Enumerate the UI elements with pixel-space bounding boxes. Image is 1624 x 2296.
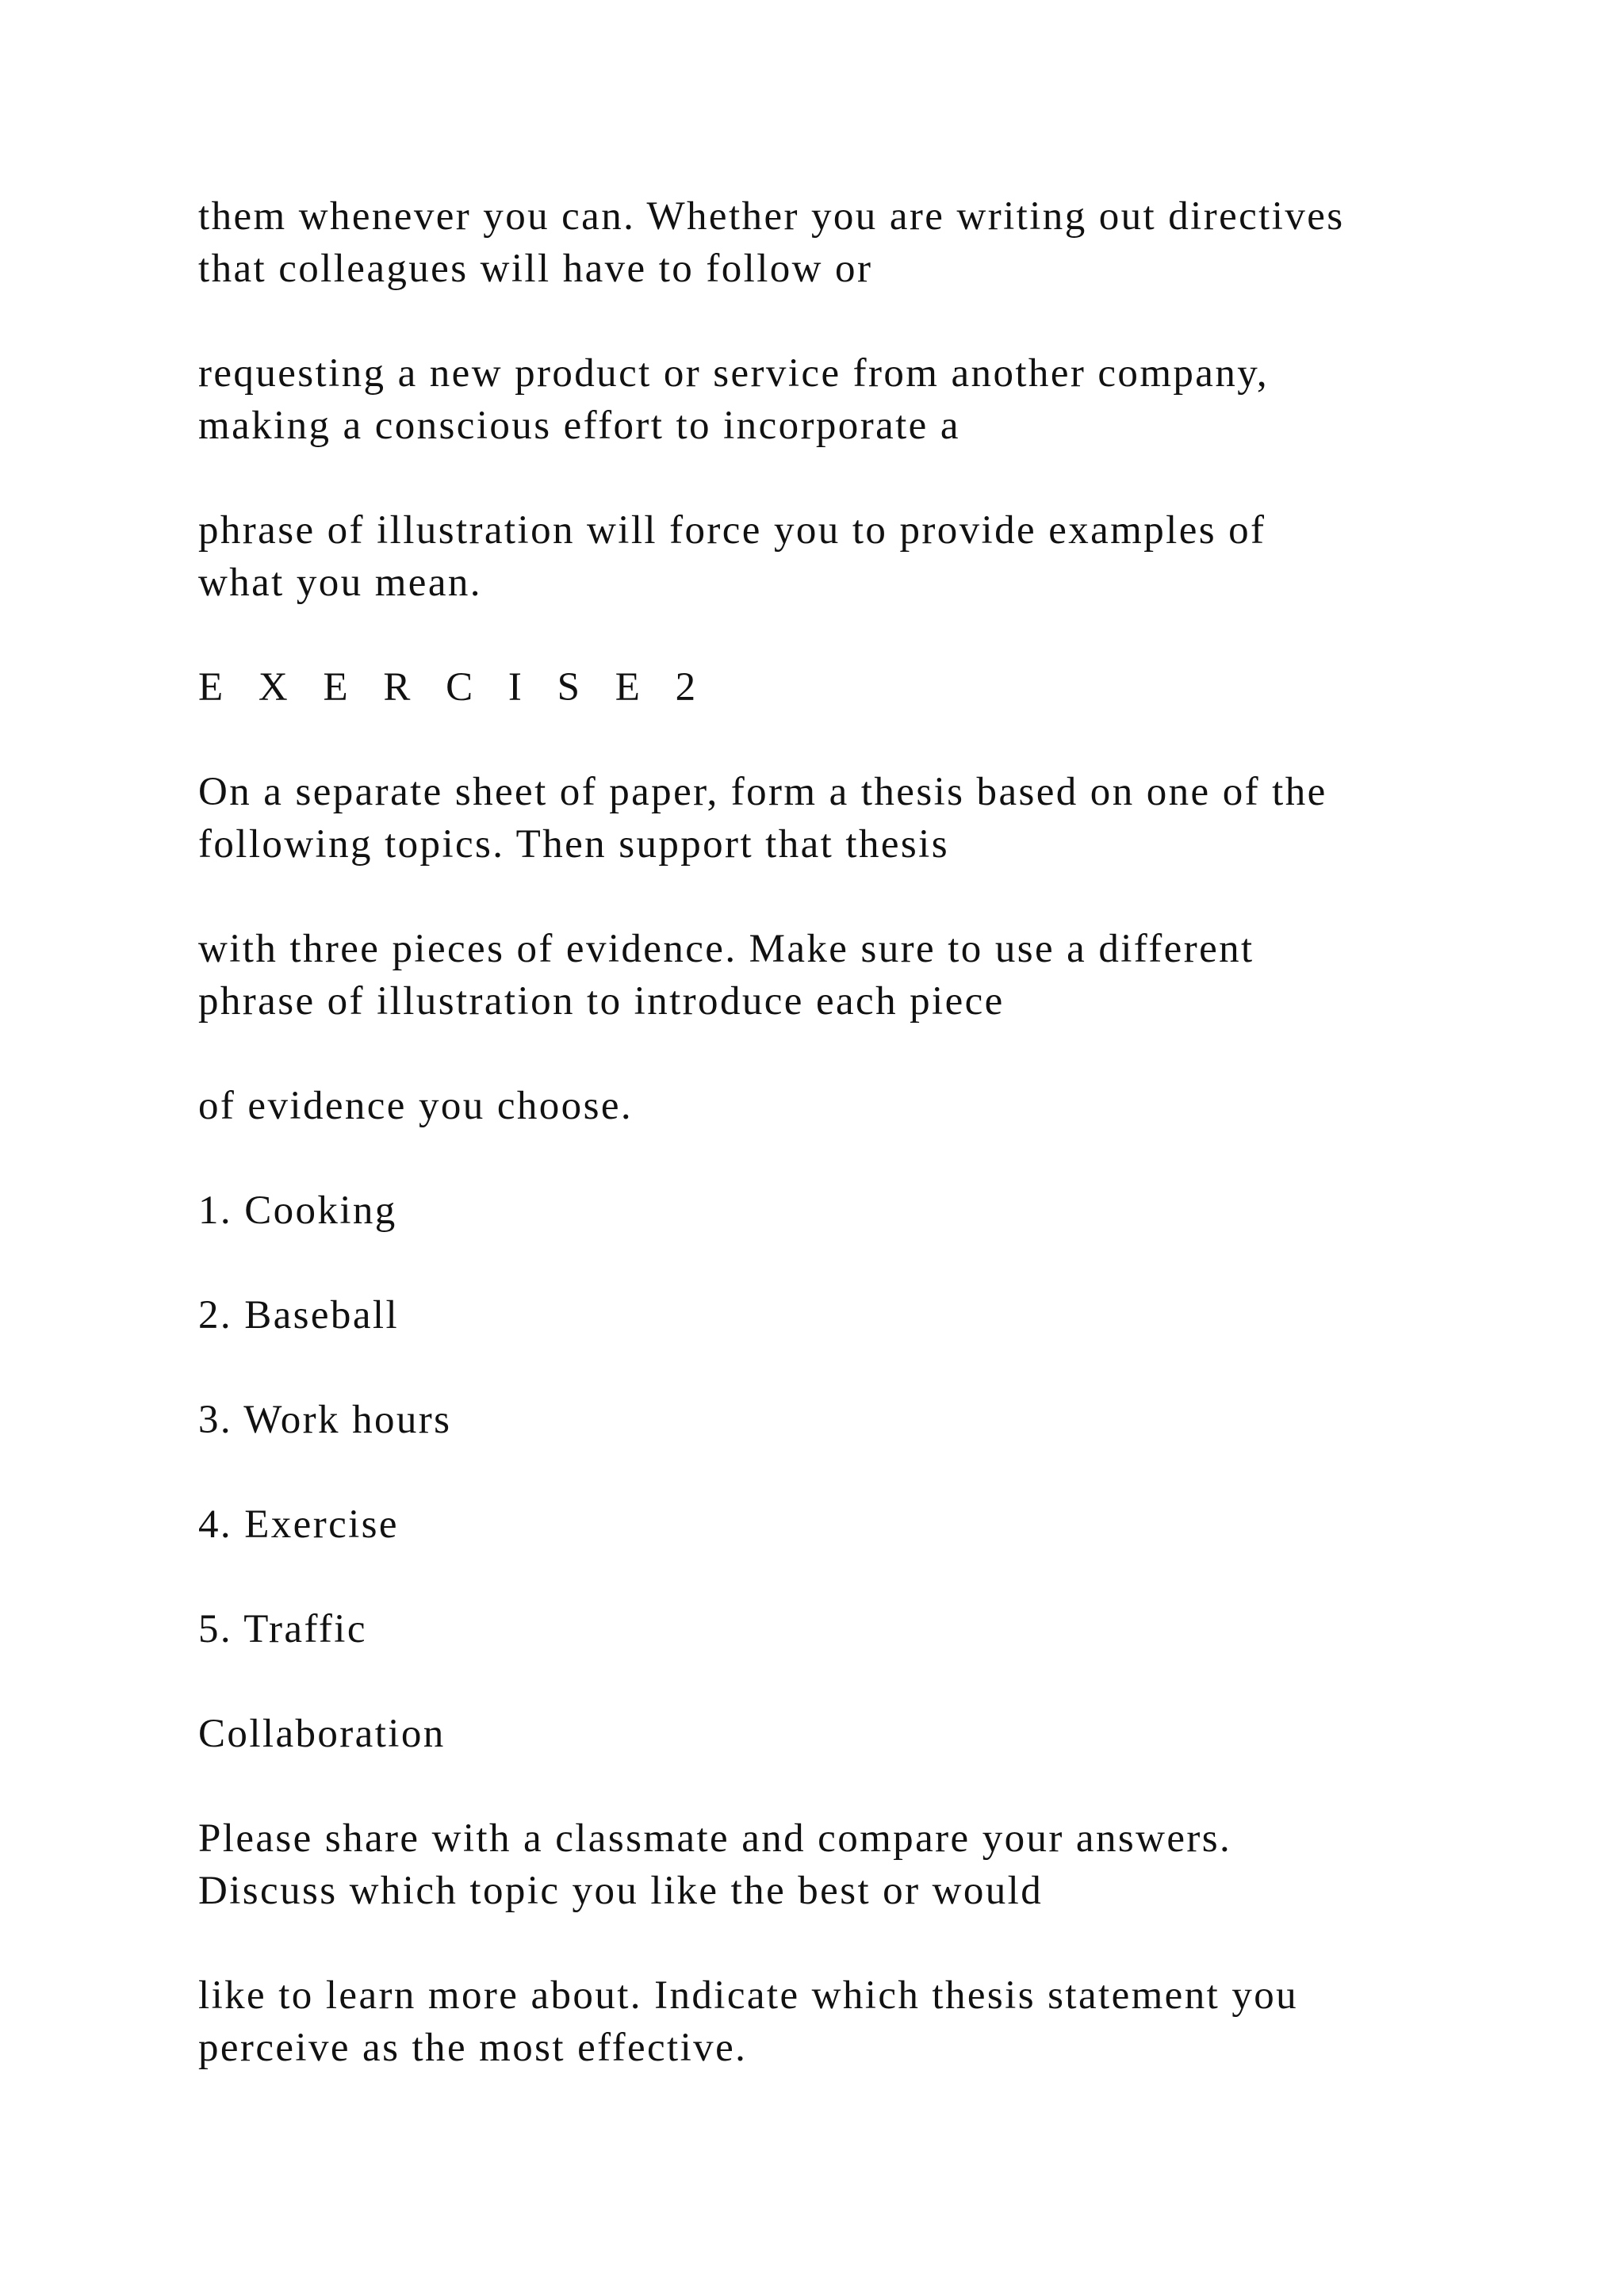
text-line: phrase of illustration to introduce each piece — [198, 979, 1005, 1024]
document-body — [198, 190, 1507, 2126]
list-item-work-hours — [198, 1394, 1507, 1446]
text-line: them whenever you can. Whether you are writing out directives — [198, 194, 1345, 239]
text-line: following topics. Then support that thesis — [198, 822, 949, 867]
paragraph-choose — [198, 1080, 1507, 1132]
text-line: requesting a new product or service from another company, — [198, 351, 1269, 396]
text-line: On a separate sheet of paper, form a thesis based on one of the — [198, 770, 1327, 814]
text-line: Discuss which topic you like the best or would — [198, 1869, 1044, 1913]
text-line: like to learn more about. Indicate which thesis statement you — [198, 1973, 1299, 2018]
exercise-heading — [198, 661, 1507, 714]
text-line: making a conscious effort to incorporate a — [198, 404, 960, 448]
text-line: with three pieces of evidence. Make sure to use a different — [198, 927, 1254, 971]
list-item-text: 5. Traffic — [198, 1607, 367, 1651]
list-item-traffic — [198, 1603, 1507, 1655]
section-heading-collaboration — [198, 1708, 1507, 1760]
text-line: what you mean. — [198, 561, 482, 605]
text-line: of evidence you choose. — [198, 1084, 634, 1128]
list-item-text: 1. Cooking — [198, 1188, 397, 1233]
list-item-text: 2. Baseball — [198, 1293, 400, 1337]
heading-text: E X E R C I S E 2 — [198, 665, 709, 710]
text-line: Please share with a classmate and compare your answers. — [198, 1816, 1232, 1861]
list-item-text: 3. Work hours — [198, 1398, 452, 1442]
list-item-text: 4. Exercise — [198, 1502, 399, 1547]
paragraph-requesting — [198, 347, 1507, 452]
list-item-cooking — [198, 1184, 1507, 1237]
list-item-baseball — [198, 1289, 1507, 1341]
text-line: phrase of illustration will force you to provide examples of — [198, 508, 1266, 553]
paragraph-directives — [198, 190, 1507, 295]
text-line: that colleagues will have to follow or — [198, 247, 873, 291]
text-line: perceive as the most effective. — [198, 2026, 748, 2070]
paragraph-evidence — [198, 923, 1507, 1027]
paragraph-indicate — [198, 1969, 1507, 2074]
paragraph-share — [198, 1812, 1507, 1917]
list-item-exercise — [198, 1498, 1507, 1551]
paragraph-instructions — [198, 766, 1507, 871]
heading-text: Collaboration — [198, 1712, 446, 1756]
paragraph-illustration — [198, 504, 1507, 609]
